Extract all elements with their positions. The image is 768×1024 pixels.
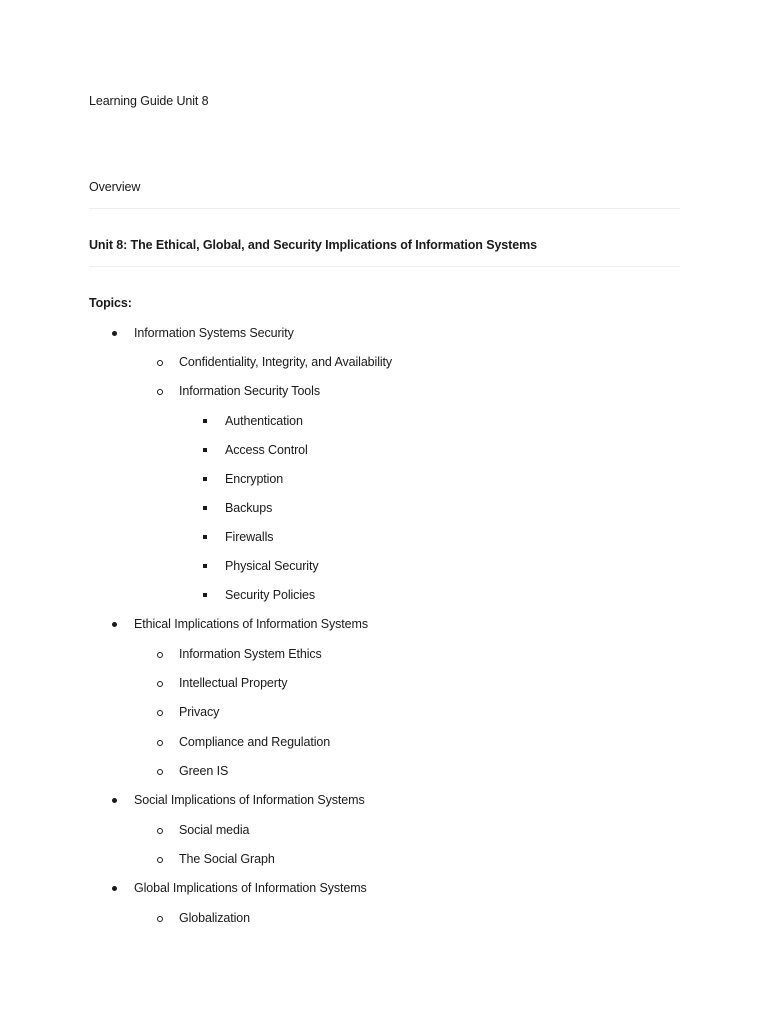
document-title: Learning Guide Unit 8 (89, 94, 209, 108)
list-item: Information System Ethics (179, 647, 322, 661)
list-item: Encryption (225, 472, 284, 486)
list-item: Confidentiality, Integrity, and Availability (179, 355, 393, 369)
bullet-square-icon (203, 448, 207, 452)
bullet-square-icon (203, 419, 207, 423)
list-item: Ethical Implications of Information Systems (134, 617, 368, 631)
divider (89, 266, 680, 267)
topics-label: Topics: (89, 296, 132, 310)
bullet-circle-icon (157, 681, 163, 687)
list-item: Security Policies (225, 588, 315, 602)
list-item: Physical Security (225, 559, 319, 573)
list-item: Green IS (179, 764, 229, 778)
bullet-square-icon (203, 564, 207, 568)
bullet-circle-icon (157, 740, 163, 746)
list-item: Globalization (179, 911, 250, 925)
list-item: Intellectual Property (179, 676, 288, 690)
list-item: Backups (225, 501, 273, 515)
bullet-disc-icon (112, 886, 117, 891)
list-item: Access Control (225, 443, 308, 457)
bullet-circle-icon (157, 710, 163, 716)
bullet-disc-icon (112, 331, 117, 336)
list-item: Information Systems Security (134, 326, 294, 340)
unit-heading: Unit 8: The Ethical, Global, and Security Implications of Information Systems (89, 238, 537, 252)
list-item: Social Implications of Information Systems (134, 793, 365, 807)
list-item: Information Security Tools (179, 384, 320, 398)
bullet-circle-icon (157, 828, 163, 834)
list-item: The Social Graph (179, 852, 275, 866)
list-item: Authentication (225, 414, 303, 428)
bullet-square-icon (203, 506, 207, 510)
list-item: Global Implications of Information Systems (134, 881, 367, 895)
bullet-square-icon (203, 535, 207, 539)
bullet-circle-icon (157, 652, 163, 658)
bullet-disc-icon (112, 798, 117, 803)
bullet-circle-icon (157, 857, 163, 863)
overview-heading: Overview (89, 180, 141, 194)
list-item: Social media (179, 823, 250, 837)
list-item: Privacy (179, 705, 220, 719)
bullet-circle-icon (157, 769, 163, 775)
bullet-circle-icon (157, 389, 163, 395)
divider (89, 208, 680, 209)
list-item: Firewalls (225, 530, 274, 544)
list-item: Compliance and Regulation (179, 735, 331, 749)
bullet-disc-icon (112, 622, 117, 627)
bullet-circle-icon (157, 916, 163, 922)
bullet-circle-icon (157, 360, 163, 366)
bullet-square-icon (203, 593, 207, 597)
bullet-square-icon (203, 477, 207, 481)
